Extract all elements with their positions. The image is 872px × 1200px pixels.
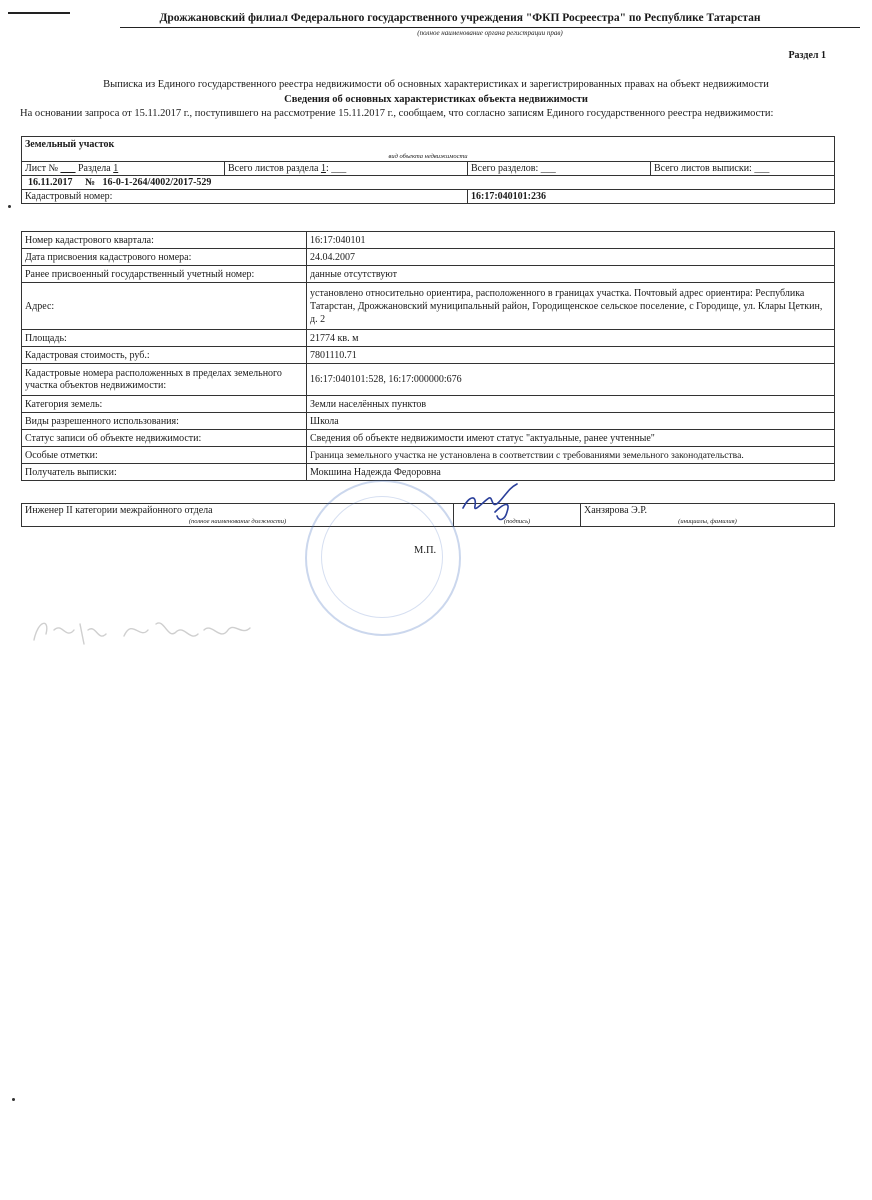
cadastral-value: 16:17:040101:236: [468, 190, 835, 204]
sheets-in-section-value: 1: [320, 163, 326, 174]
row-label: Виды разрешенного использования:: [22, 413, 307, 430]
scan-speck: [12, 1098, 15, 1101]
row-value: 16:17:040101: [307, 232, 835, 249]
handwritten-signature: [455, 478, 535, 528]
sign-caption: (подпись): [454, 517, 581, 527]
row-value: 16:17:040101:528, 16:17:000000:676: [307, 364, 835, 396]
cadastral-row: [22, 190, 835, 204]
cadastral-label: Кадастровый номер:: [22, 190, 468, 204]
table-row: [22, 266, 835, 283]
row-label: Адрес:: [22, 283, 307, 330]
row-label: Площадь:: [22, 330, 307, 347]
row-label: Дата присвоения кадастрового номера:: [22, 249, 307, 266]
row-label: Особые отметки:: [22, 447, 307, 464]
sheets-total-label: Всего листов выписки:: [654, 163, 752, 174]
org-name: Дрожжановский филиал Федерального государственного учреждения "ФКП Росреестра" по Республике Татарстан: [159, 12, 761, 24]
table-row: [22, 447, 835, 464]
object-type: Земельный участок: [22, 137, 835, 152]
row-label: Получатель выписки:: [22, 464, 307, 481]
scan-speck: [8, 205, 11, 208]
sheet-value: ___: [60, 163, 76, 174]
stamp-place-label: М.П.: [414, 545, 437, 556]
table-row: [22, 347, 835, 364]
row-value: 21774 кв. м: [307, 330, 835, 347]
row-label: Кадастровая стоимость, руб.:: [22, 347, 307, 364]
object-type-caption: вид объекта недвижимости: [22, 151, 835, 162]
extract-subtitle: Сведения об основных характеристиках объекта недвижимости: [284, 94, 588, 105]
date-number-row: [22, 176, 835, 190]
table-row: [22, 364, 835, 396]
extract-title: Выписка из Единого государственного реестра недвижимости об основных характеристиках и зарегистрированных правах на объект недвижимости: [103, 79, 769, 90]
row-label: Статус записи об объекте недвижимости:: [22, 430, 307, 447]
row-label: Ранее присвоенный государственный учетный номер:: [22, 266, 307, 283]
characteristics-table: [21, 231, 835, 481]
section-label: Раздел 1: [788, 50, 826, 61]
org-rule: [120, 27, 860, 28]
basis-text: На основании запроса от 15.11.2017 г., поступившего на рассмотрение 15.11.2017 г., сообщаем, что согласно записям Единого государственного реестра недвижимости:: [20, 108, 774, 119]
position-caption: (полное наименование должности): [22, 517, 454, 527]
row-value: Граница земельного участка не установлена в соответствии с требованиями земельного законодательства.: [307, 447, 835, 464]
row-value: Мокшина Надежда Федоровна: [307, 464, 835, 481]
row-value: установлено относительно ориентира, расположенного в границах участка. Почтовый адрес ориентира: Республика Татарстан, Дрожжановский муниципальный район, Городищенское сельское поселение, с Городище, ул. Клары Цеткин, д. 2: [307, 283, 835, 330]
row-value: Школа: [307, 413, 835, 430]
name-caption: (инициалы, фамилия): [581, 517, 835, 527]
pencil-note-scribble: [28, 600, 268, 660]
sections-total-label: Всего разделов:: [471, 163, 539, 174]
table-row: [22, 330, 835, 347]
header-rule-left: [8, 12, 70, 14]
table-row: [22, 396, 835, 413]
table-row: [22, 430, 835, 447]
sections-total-value: ___: [540, 163, 556, 174]
table-row: [22, 413, 835, 430]
extract-number: 16-0-1-264/4002/2017-529: [102, 177, 212, 188]
row-value: 24.04.2007: [307, 249, 835, 266]
sheet-row: [22, 162, 835, 176]
section-num-value: 1: [113, 163, 119, 174]
org-caption: (полное наименование органа регистрации прав): [417, 29, 563, 37]
sheets-in-section-blank: : ___: [325, 163, 347, 174]
row-value: 7801110.71: [307, 347, 835, 364]
row-value: Земли населённых пунктов: [307, 396, 835, 413]
table-row: [22, 464, 835, 481]
number-sign: №: [84, 177, 96, 188]
sheet-label: Лист №: [25, 163, 58, 174]
signer-name: Ханзярова Э.Р.: [581, 504, 835, 518]
table-row: [22, 283, 835, 330]
row-label: Категория земель:: [22, 396, 307, 413]
sheets-in-section-label: Всего листов раздела: [228, 163, 319, 174]
section-num-label: Раздела: [77, 163, 111, 174]
official-seal: [305, 480, 461, 636]
seal-inner-ring: [321, 496, 443, 618]
row-value: данные отсутствуют: [307, 266, 835, 283]
row-label: Номер кадастрового квартала:: [22, 232, 307, 249]
row-value: Сведения об объекте недвижимости имеют статус "актуальные, ранее учтенные": [307, 430, 835, 447]
signer-position: Инженер II категории межрайонного отдела: [22, 504, 454, 518]
table-row: [22, 232, 835, 249]
sheets-total-value: ___: [754, 163, 770, 174]
row-label: Кадастровые номера расположенных в пределах земельного участка объектов недвижимости:: [22, 364, 307, 396]
table-row: [22, 249, 835, 266]
object-header-table: [21, 136, 835, 204]
extract-date: 16.11.2017: [28, 177, 73, 188]
